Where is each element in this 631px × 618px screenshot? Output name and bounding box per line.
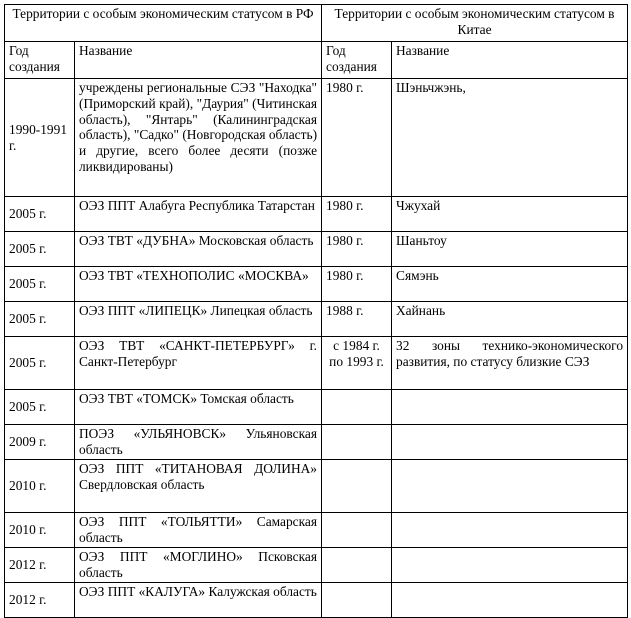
cn-name-cell: Хайнань (392, 302, 628, 337)
rf-name-col-header: Название (75, 42, 322, 79)
table-row (5, 232, 628, 267)
table-row (5, 337, 628, 390)
cn-year-cell: 1980 г. (322, 79, 392, 197)
rf-year-cell: 1990-1991 г. (5, 79, 75, 197)
cn-title: Территории с особым экономическим статусом в Китае (322, 5, 628, 42)
table-row (5, 425, 628, 460)
rf-name-cell: ОЭЗ ППТ «ЛИПЕЦК» Липецкая область (75, 302, 322, 337)
rf-year-cell: 2009 г. (5, 425, 75, 460)
cn-name-cell (392, 548, 628, 583)
rf-year-cell: 2010 г. (5, 513, 75, 548)
rf-year-cell: 2005 г. (5, 337, 75, 390)
rf-name-cell: ОЭЗ ППТ «КАЛУГА» Калужская область (75, 583, 322, 618)
rf-year-col-header: Год создания (5, 42, 75, 79)
table-row (5, 267, 628, 302)
cn-year-cell: с 1984 г. по 1993 г. (322, 337, 392, 390)
cn-name-cell: Шаньтоу (392, 232, 628, 267)
rf-year-cell: 2005 г. (5, 197, 75, 232)
cn-year-cell: 1988 г. (322, 302, 392, 337)
table-header-row (5, 5, 628, 42)
cn-year-cell: 1980 г. (322, 197, 392, 232)
table-row (5, 548, 628, 583)
cn-name-cell (392, 583, 628, 618)
sez-comparison-table (4, 4, 628, 618)
rf-year-cell: 2010 г. (5, 460, 75, 513)
rf-year-cell: 2005 г. (5, 232, 75, 267)
cn-year-cell (322, 513, 392, 548)
rf-year-cell: 2005 г. (5, 302, 75, 337)
cn-name-cell (392, 513, 628, 548)
rf-name-cell: ОЭЗ ТВТ «ДУБНА» Московская область (75, 232, 322, 267)
cn-year-col-header: Год создания (322, 42, 392, 79)
cn-year-cell (322, 390, 392, 425)
cn-name-col-header: Название (392, 42, 628, 79)
table-row (5, 513, 628, 548)
cn-name-cell (392, 460, 628, 513)
rf-year-cell: 2012 г. (5, 548, 75, 583)
rf-name-cell: ОЭЗ ППТ Алабуга Республика Татарстан (75, 197, 322, 232)
rf-name-cell: ОЭЗ ППТ «МОГЛИНО» Псковская область (75, 548, 322, 583)
rf-year-cell: 2005 г. (5, 390, 75, 425)
cn-name-cell: Шэньчжэнь, (392, 79, 628, 197)
cn-year-cell (322, 425, 392, 460)
cn-name-cell: Сямэнь (392, 267, 628, 302)
rf-name-cell: ОЭЗ ТВТ «ТЕХНОПОЛИС «МОСКВА» (75, 267, 322, 302)
table-row (5, 460, 628, 513)
rf-year-cell: 2012 г. (5, 583, 75, 618)
table-subheader-row (5, 42, 628, 79)
table-row (5, 197, 628, 232)
table-row (5, 583, 628, 618)
rf-name-cell: ОЭЗ ТВТ «САНКТ-ПЕТЕРБУРГ» г. Санкт-Петербург (75, 337, 322, 390)
cn-name-cell: 32 зоны технико-экономического развития, по статусу близкие СЭЗ (392, 337, 628, 390)
rf-title: Территории с особым экономическим статусом в РФ (5, 5, 322, 42)
table-row (5, 302, 628, 337)
rf-name-cell: ПОЭЗ «УЛЬЯНОВСК» Ульяновская область (75, 425, 322, 460)
table-row (5, 79, 628, 197)
cn-name-cell (392, 390, 628, 425)
cn-year-cell: 1980 г. (322, 267, 392, 302)
cn-name-cell: Чжухай (392, 197, 628, 232)
rf-year-cell: 2005 г. (5, 267, 75, 302)
table-row (5, 390, 628, 425)
rf-name-cell: ОЭЗ ТВТ «ТОМСК» Томская область (75, 390, 322, 425)
cn-name-cell (392, 425, 628, 460)
cn-year-cell (322, 460, 392, 513)
rf-name-cell: ОЭЗ ППТ «ТОЛЬЯТТИ» Самарская область (75, 513, 322, 548)
rf-name-cell: ОЭЗ ППТ «ТИТАНОВАЯ ДОЛИНА» Свердловская область (75, 460, 322, 513)
cn-year-cell: 1980 г. (322, 232, 392, 267)
rf-name-cell: учреждены региональные СЭЗ "Находка" (Приморский край), "Даурия" (Читинская область), "Янтарь" (Калининградская область), "Садко" (Новгородская область) и другие, всего более десяти (позже ликвидированы) (75, 79, 322, 197)
cn-year-cell (322, 548, 392, 583)
cn-year-cell (322, 583, 392, 618)
